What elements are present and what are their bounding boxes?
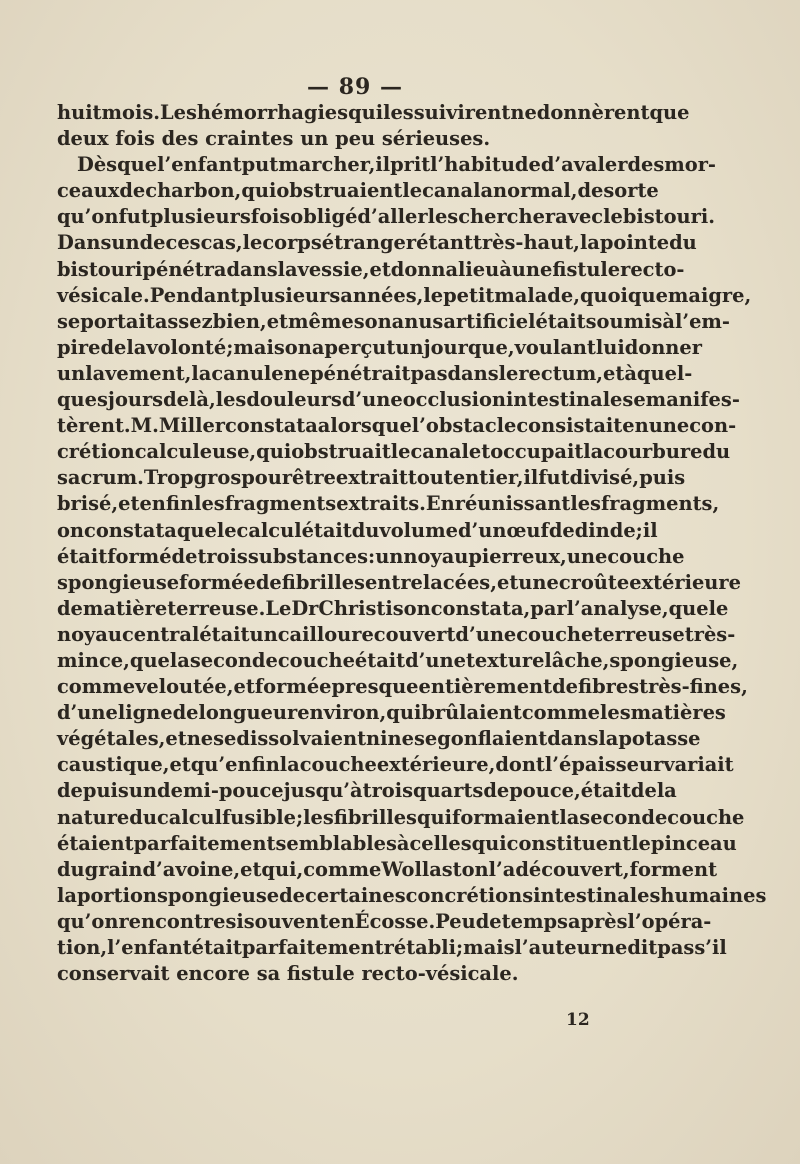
- text-line: caustique, et qu’enfin la couche extérieure, dont l’épaisseur variait: [57, 753, 734, 777]
- text-line: brisé, et enfin les fragments extraits. En réunissant les fragments,: [57, 492, 720, 516]
- text-line: depuis un demi-pouce jusqu’à trois quarts de pouce, était de la: [57, 779, 677, 803]
- text-line: Dans un de ces cas, le corps étranger étant très-haut, la pointe du: [57, 231, 697, 255]
- text-line: qu’on fut plusieurs fois obligé d’aller les chercher avec le bistouri.: [57, 205, 715, 229]
- text-line: spongieuse formée de fibrilles entrelacées, et une croûte extérieure: [57, 570, 741, 594]
- text-line: nature du calcul fusible; les fibrilles qui formaient la seconde couche: [57, 805, 745, 829]
- text-line: du grain d’avoine, et qui, comme Wollaston l’a découvert, forment: [57, 857, 718, 881]
- text-line: deux fois des craintes un peu sérieuses.: [57, 127, 491, 151]
- text-line: pire de la volonté; mais on aperçut un jour que, voulant lui donner: [57, 335, 702, 359]
- text-line: ceaux de charbon, qui obstruaient le canal anormal, de sorte: [57, 179, 659, 203]
- text-line: sacrum. Trop gros pour être extrait tout entier, il fut divisé, puis: [57, 466, 686, 490]
- signature-mark: 12: [566, 1010, 590, 1030]
- text-line: Dès que l’enfant put marcher, il prit l’habitude d’avaler des mor-: [77, 153, 716, 177]
- text-line: huit mois. Les hémorrhagies qui les suivirent ne donnèrent que: [57, 101, 690, 124]
- text-line: ques jours de là, les douleurs d’une occlusion intestinale se manifes-: [57, 388, 740, 412]
- text-line: était formé de trois substances : un noyau pierreux, une couche: [57, 544, 685, 568]
- text-line: tion, l’enfant était parfaitement rétabli; mais l’auteur ne dit pas s’il: [57, 936, 727, 959]
- page-number: — 89 —: [307, 74, 403, 100]
- text-line: bistouri pénétra dans la vessie, et donna lieu à une fistule recto-: [57, 257, 685, 281]
- text-line: d’une ligne de longueur environ, qui brûlaient comme les matières: [57, 701, 726, 725]
- text-line: conservait encore sa fistule recto-vésicale.: [57, 962, 519, 986]
- text-line: crétion calculeuse, qui obstruait le canal et occupait la courbure du: [57, 440, 731, 464]
- body-text: [57, 100, 767, 987]
- text-line: la portion spongieuse de certaines concrétions intestinales humaines: [57, 883, 767, 907]
- text-line: tèrent. M. Miller constata alors que l’obstacle consistait en une con-: [57, 414, 737, 438]
- text-line: comme veloutée, et formée presque entièrement de fibres très-fines,: [57, 675, 748, 699]
- text-line: mince, que la seconde couche était d’une texture lâche, spongieuse,: [57, 648, 739, 672]
- text-line: végétales, et ne se dissolvaient ni ne se gonflaient dans la potasse: [57, 727, 701, 751]
- text-line: vésicale. Pendant plusieurs années, le petit malade, quoique maigre,: [57, 283, 752, 307]
- text-line: étaient parfaitement semblables à celles qui constituent le pinceau: [57, 831, 737, 855]
- text-line: noyau central était un caillou recouvert d’une couche terreuse très-: [57, 622, 736, 646]
- text-line: se portait assez bien, et même son anus artificiel était soumis à l’em-: [57, 309, 730, 333]
- text-line: de matière terreuse. Le Dr Christison constata, par l’analyse, que le: [57, 596, 729, 620]
- text-line: on constata que le calcul était du volume d’un œuf de dinde; il: [57, 518, 658, 542]
- text-line: qu’on rencontre si souvent en Écosse. Peu de temps après l’opéra-: [57, 909, 712, 933]
- text-line: un lavement, la canule ne pénétrait pas dans le rectum, et à quel-: [57, 361, 693, 385]
